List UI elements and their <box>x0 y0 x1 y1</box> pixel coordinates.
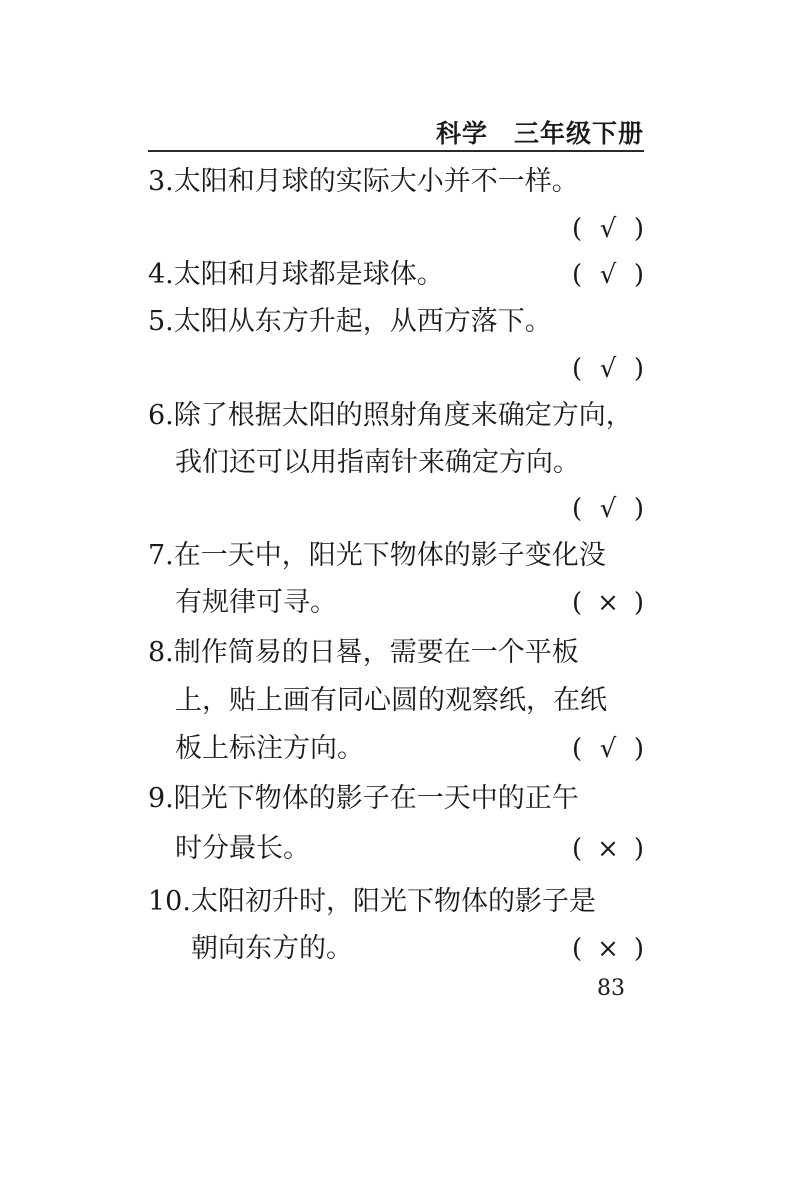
question-text: 上，贴上画有同心圆的观察纸，在纸 <box>175 685 607 716</box>
question-5-line-1 <box>148 302 644 342</box>
question-number: 8. <box>148 637 174 668</box>
question-4-line-1 <box>148 255 644 295</box>
question-number: 3. <box>148 166 174 197</box>
answer-box: ( √ ) <box>572 729 644 769</box>
question-text: 板上标注方向。 <box>175 733 364 764</box>
question-text: 制作简易的日晷，需要在一个平板 <box>173 637 579 668</box>
question-text: 除了根据太阳的照射角度来确定方向， <box>173 400 633 431</box>
question-7-line-2 <box>148 583 644 623</box>
question-text: 太阳和月球都是球体。 <box>173 259 444 290</box>
answer-box: ( √ ) <box>572 209 644 249</box>
check-mark: √ <box>599 354 617 384</box>
question-9-line-1 <box>148 779 644 819</box>
answer-box: ( × ) <box>572 583 644 623</box>
question-8-line-1 <box>148 633 644 673</box>
question-text: 朝向东方的。 <box>191 933 353 964</box>
cross-mark: × <box>597 588 619 618</box>
question-text: 阳光下物体的影子在一天中的正午 <box>173 783 579 814</box>
question-3-line-1 <box>148 162 644 202</box>
question-9-line-2 <box>148 829 644 869</box>
question-text: 时分最长。 <box>175 833 310 864</box>
question-8-line-2 <box>148 681 644 721</box>
answer-box: ( × ) <box>572 829 644 869</box>
answer-box: ( × ) <box>572 929 644 969</box>
question-number: 10. <box>148 886 191 917</box>
question-7-line-1 <box>148 536 644 576</box>
cross-mark: × <box>597 834 619 864</box>
answer-box: ( √ ) <box>572 349 644 389</box>
check-mark: √ <box>599 734 617 764</box>
question-text: 我们还可以用指南针来确定方向。 <box>175 447 580 478</box>
cross-mark: × <box>597 934 619 964</box>
question-text: 太阳初升时，阳光下物体的影子是 <box>190 886 596 917</box>
question-text: 太阳从东方升起，从西方落下。 <box>173 306 552 337</box>
question-5-judge-line <box>148 349 644 389</box>
question-text: 在一天中，阳光下物体的影子变化没 <box>173 540 606 571</box>
header-title: 科学 三年级下册 <box>435 119 644 148</box>
answer-box: ( √ ) <box>572 489 644 529</box>
question-number: 5. <box>148 306 174 337</box>
question-number: 7. <box>148 540 174 571</box>
question-number: 4. <box>148 259 174 290</box>
question-10-line-2 <box>148 929 644 969</box>
question-6-line-1 <box>148 396 644 436</box>
question-6-judge-line <box>148 489 644 529</box>
question-3-judge-line <box>148 209 644 249</box>
question-text: 太阳和月球的实际大小并不一样。 <box>173 166 579 197</box>
question-10-line-1 <box>148 882 644 922</box>
page-header <box>148 110 644 152</box>
question-8-line-3 <box>148 729 644 769</box>
check-mark: √ <box>599 494 617 524</box>
check-mark: √ <box>599 260 617 290</box>
question-6-line-2 <box>148 443 644 483</box>
question-number: 9. <box>148 783 174 814</box>
question-text: 有规律可寻。 <box>175 587 337 618</box>
check-mark: √ <box>599 214 617 244</box>
page-number: 83 <box>597 976 625 1001</box>
answer-box: ( √ ) <box>572 255 644 295</box>
question-number: 6. <box>148 400 174 431</box>
